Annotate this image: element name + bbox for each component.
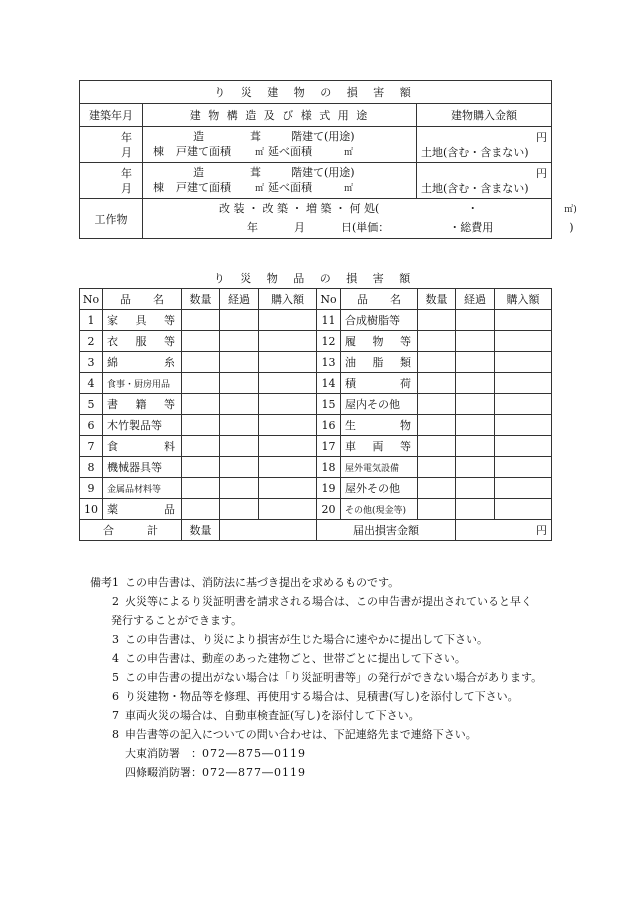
table-row (80, 478, 552, 499)
quantity-input[interactable] (418, 310, 456, 331)
elapsed-input[interactable] (456, 478, 495, 499)
item-name-cell (341, 499, 418, 520)
remark-text: 発行することができます。 (111, 614, 243, 627)
item-name: 食 料 (107, 440, 175, 453)
remark-item (79, 611, 559, 630)
quantity-input[interactable] (418, 394, 456, 415)
item-name-cell (341, 415, 418, 436)
header-structure: 建 物 構 造 及 び 様 式 用 途 (143, 104, 417, 127)
m2-unit: ㎡ (255, 183, 265, 194)
purchase-amount-input[interactable] (259, 415, 317, 436)
building-damage-table (79, 80, 577, 239)
item-name-cell (103, 478, 182, 499)
quantity-input[interactable] (418, 352, 456, 373)
item-name-cell (341, 310, 418, 331)
item-name: 金属品材料等 (107, 484, 162, 495)
purchase-amount-input[interactable] (259, 457, 317, 478)
land-included-label: 土地(含む・含まない) (421, 145, 529, 159)
purchase-amount-input[interactable] (495, 478, 552, 499)
build-date-cell[interactable] (80, 127, 143, 163)
contact-line (79, 744, 559, 763)
fuki-label: 葺 (250, 165, 261, 179)
reported-damage-value[interactable] (456, 520, 552, 541)
header-no: No (80, 289, 103, 310)
header-purchase-amount: 購入額 (259, 289, 317, 310)
item-name: 屋外その他 (345, 482, 400, 495)
header-quantity: 数量 (418, 289, 456, 310)
purchase-amount-input[interactable] (259, 373, 317, 394)
total-floor-area-label: 延べ面積 (268, 180, 313, 194)
table-row (80, 499, 552, 520)
floors-usage-label: 階建て(用途) (291, 129, 355, 143)
reported-damage-label: 届出損害金額 (317, 520, 456, 541)
table-row (80, 436, 552, 457)
table-row (80, 457, 552, 478)
header-quantity: 数量 (182, 289, 220, 310)
goods-damage-table (79, 288, 552, 541)
quantity-input[interactable] (182, 331, 220, 352)
item-name: 屋内その他 (345, 398, 400, 411)
purchase-amount-input[interactable] (259, 331, 317, 352)
remark-number: 5 (112, 671, 119, 684)
total-quantity-value[interactable] (220, 520, 317, 541)
item-no: 4 (80, 373, 103, 394)
elapsed-input[interactable] (456, 499, 495, 520)
remark-number: 備考1 (90, 576, 119, 589)
elapsed-input[interactable] (456, 394, 495, 415)
header-elapsed: 経過 (220, 289, 259, 310)
item-no: 7 (80, 436, 103, 457)
works-unit-price-label: 日(単価： (341, 221, 390, 234)
total-label: 合 計 (80, 520, 182, 541)
purchase-amount-input[interactable] (495, 415, 552, 436)
remark-item (79, 573, 559, 592)
remarks-section (79, 573, 559, 782)
item-no: 11 (317, 310, 341, 331)
purchase-amount-input[interactable] (259, 310, 317, 331)
total-quantity-label: 数量 (182, 520, 220, 541)
purchase-amount-input[interactable] (495, 331, 552, 352)
item-no: 3 (80, 352, 103, 373)
remark-number: 8 (112, 728, 119, 741)
item-name-cell (103, 394, 182, 415)
item-name-cell (103, 499, 182, 520)
item-no: 19 (317, 478, 341, 499)
quantity-input[interactable] (418, 499, 456, 520)
month-label: 月 (121, 181, 132, 195)
m2-unit: ㎡ (255, 147, 265, 158)
item-no: 6 (80, 415, 103, 436)
structure-cell[interactable] (143, 127, 417, 163)
item-no: 20 (317, 499, 341, 520)
purchase-amount-input[interactable] (259, 394, 317, 415)
elapsed-input[interactable] (220, 331, 259, 352)
fire-station-name: 大東消防署 ： (125, 747, 202, 760)
remark-text: り災建物・物品等を修理、再使用する場合は、見積書(写し)を添付して下さい。 (125, 690, 519, 703)
header-no: No (317, 289, 341, 310)
remark-text: 車両火災の場合は、自動車検査証(写し)を添付して下さい。 (125, 709, 420, 722)
remark-item (79, 630, 559, 649)
item-name: 食事・厨房用品 (107, 379, 171, 390)
building-table-title: り 災 建 物 の 損 害 額 (80, 81, 552, 104)
fire-station-name: 四條畷消防署： (125, 766, 202, 779)
build-date-cell[interactable] (80, 163, 143, 199)
item-no: 9 (80, 478, 103, 499)
purchase-price-cell[interactable] (417, 163, 552, 199)
item-no: 12 (317, 331, 341, 352)
item-name-cell (341, 457, 418, 478)
item-no: 16 (317, 415, 341, 436)
header-item-name: 品 名 (341, 289, 418, 310)
year-label: 年 (121, 166, 132, 180)
item-name-cell (341, 394, 418, 415)
item-name: その他(現金等) (345, 505, 407, 516)
remark-number: 6 (112, 690, 119, 703)
detached-area-label: 戸建て面積 (176, 180, 231, 194)
item-name: 書 籍 等 (107, 398, 175, 411)
land-included-label: 土地(含む・含まない) (421, 181, 529, 195)
item-no: 13 (317, 352, 341, 373)
works-cell[interactable] (143, 199, 577, 239)
item-name-cell (103, 415, 182, 436)
item-name: 屋外電気設備 (345, 463, 400, 474)
quantity-input[interactable] (418, 436, 456, 457)
quantity-input[interactable] (182, 394, 220, 415)
item-name: 車 両 等 (345, 440, 411, 453)
quantity-input[interactable] (182, 478, 220, 499)
elapsed-input[interactable] (456, 436, 495, 457)
remark-text: 火災等によるり災証明書を請求される場合は、この申告書が提出されていると早く (125, 595, 532, 608)
contact-line (79, 763, 559, 782)
phone-number: 072―877―0119 (202, 766, 306, 779)
purchase-amount-input[interactable] (495, 394, 552, 415)
remark-item (79, 668, 559, 687)
item-name: 合成樹脂等 (345, 314, 400, 327)
item-name-cell (341, 352, 418, 373)
remark-number: 2 (112, 595, 119, 608)
elapsed-input[interactable] (456, 352, 495, 373)
table-row (80, 394, 552, 415)
header-item-name: 品 名 (103, 289, 182, 310)
elapsed-input[interactable] (456, 331, 495, 352)
purchase-amount-input[interactable] (259, 499, 317, 520)
item-name: 油 脂 類 (345, 356, 411, 369)
remark-text: この申告書は、動産のあった建物ごと、世帯ごとに提出して下さい。 (125, 652, 466, 665)
zou-label: 造 (193, 129, 204, 143)
item-name: 履 物 等 (345, 335, 411, 348)
item-name-cell (103, 373, 182, 394)
elapsed-input[interactable] (220, 436, 259, 457)
item-name: 生 物 (345, 419, 411, 432)
tou-label: 棟 (153, 144, 164, 158)
table-row (80, 415, 552, 436)
month-label: 月 (121, 145, 132, 159)
elapsed-input[interactable] (220, 394, 259, 415)
item-no: 10 (80, 499, 103, 520)
remark-number: 4 (112, 652, 119, 665)
item-no: 14 (317, 373, 341, 394)
item-name: 家 具 等 (107, 314, 175, 327)
item-name-cell (103, 436, 182, 457)
quantity-input[interactable] (418, 331, 456, 352)
yen-label: 円 (536, 166, 547, 180)
purchase-amount-input[interactable] (495, 310, 552, 331)
remark-item (79, 592, 559, 611)
item-name: 衣 服 等 (107, 335, 175, 348)
works-year-label: 年 (247, 221, 258, 234)
elapsed-input[interactable] (220, 352, 259, 373)
quantity-input[interactable] (418, 457, 456, 478)
remark-item (79, 725, 559, 744)
header-build-date: 建築年月 (80, 104, 143, 127)
yen-label: 円 (536, 524, 547, 537)
m2-unit: ㎡ (344, 183, 354, 194)
item-no: 5 (80, 394, 103, 415)
elapsed-input[interactable] (456, 310, 495, 331)
purchase-amount-input[interactable] (259, 478, 317, 499)
purchase-amount-input[interactable] (495, 436, 552, 457)
item-no: 1 (80, 310, 103, 331)
purchase-amount-input[interactable] (495, 457, 552, 478)
elapsed-input[interactable] (456, 415, 495, 436)
quantity-input[interactable] (418, 373, 456, 394)
works-total-cost-label: ・総費用 (449, 221, 494, 234)
zou-label: 造 (193, 165, 204, 179)
table-row (80, 310, 552, 331)
year-label: 年 (121, 130, 132, 144)
remark-item (79, 687, 559, 706)
quantity-input[interactable] (182, 436, 220, 457)
purchase-amount-input[interactable] (495, 352, 552, 373)
table-row (80, 352, 552, 373)
quantity-input[interactable] (418, 415, 456, 436)
phone-number: 072―875―0119 (202, 747, 306, 760)
quantity-input[interactable] (182, 415, 220, 436)
table-row (80, 331, 552, 352)
purchase-price-cell[interactable] (417, 127, 552, 163)
floors-usage-label: 階建て(用途) (291, 165, 355, 179)
elapsed-input[interactable] (220, 310, 259, 331)
item-name-cell (103, 352, 182, 373)
purchase-amount-input[interactable] (495, 373, 552, 394)
purchase-amount-input[interactable] (495, 499, 552, 520)
elapsed-input[interactable] (220, 457, 259, 478)
elapsed-input[interactable] (456, 373, 495, 394)
works-close-paren: ) (569, 221, 574, 234)
elapsed-input[interactable] (456, 457, 495, 478)
m2-unit: ㎡ (344, 147, 354, 158)
header-purchase-amount: 購入額 (495, 289, 552, 310)
item-name-cell (103, 457, 182, 478)
remark-text: この申告書は、消防法に基づき提出を求めるものです。 (125, 576, 400, 589)
fuki-label: 葺 (250, 129, 261, 143)
item-name: 木竹製品等 (107, 419, 162, 432)
item-name-cell (341, 478, 418, 499)
remark-item (79, 706, 559, 725)
item-no: 2 (80, 331, 103, 352)
works-dot: ・ (467, 202, 479, 215)
item-name-cell (341, 331, 418, 352)
works-label: 工作物 (80, 199, 143, 239)
remark-item (79, 649, 559, 668)
elapsed-input[interactable] (220, 478, 259, 499)
purchase-amount-input[interactable] (259, 352, 317, 373)
header-elapsed: 経過 (456, 289, 495, 310)
detached-area-label: 戸建て面積 (176, 144, 231, 158)
item-name-cell (341, 436, 418, 457)
table-row (80, 373, 552, 394)
remark-number: 3 (112, 633, 119, 646)
quantity-input[interactable] (182, 373, 220, 394)
item-no: 17 (317, 436, 341, 457)
remark-text: この申告書の提出がない場合は「り災証明書等」の発行ができない場合があります。 (125, 671, 543, 684)
item-name: 綿 糸 (107, 356, 175, 369)
quantity-input[interactable] (418, 478, 456, 499)
elapsed-input[interactable] (220, 415, 259, 436)
item-name-cell (103, 331, 182, 352)
works-month-label: 月 (294, 221, 305, 234)
item-name: 積 荷 (345, 377, 411, 390)
item-name: 薬 品 (107, 503, 175, 516)
quantity-input[interactable] (182, 310, 220, 331)
item-no: 15 (317, 394, 341, 415)
works-type-label: 改 装 ・ 改 築 ・ 増 築 ・ 何 処( (219, 202, 380, 215)
yen-label: 円 (536, 130, 547, 144)
quantity-input[interactable] (182, 352, 220, 373)
goods-table-title: り 災 物 品 の 損 害 額 (213, 272, 417, 285)
tou-label: 棟 (153, 180, 164, 194)
item-no: 18 (317, 457, 341, 478)
elapsed-input[interactable] (220, 373, 259, 394)
item-name-cell (341, 373, 418, 394)
quantity-input[interactable] (182, 499, 220, 520)
works-m2-close: ㎡) (564, 205, 577, 215)
quantity-input[interactable] (182, 457, 220, 478)
item-name: 機械器具等 (107, 461, 162, 474)
remark-number: 7 (112, 709, 119, 722)
purchase-amount-input[interactable] (259, 436, 317, 457)
item-no: 8 (80, 457, 103, 478)
total-floor-area-label: 延べ面積 (268, 144, 313, 158)
item-name-cell (103, 310, 182, 331)
structure-cell[interactable] (143, 163, 417, 199)
remark-text: この申告書は、り災により損害が生じた場合に速やかに提出して下さい。 (125, 633, 488, 646)
remark-text: 申告書等の記入についての問い合わせは、下記連絡先まで連絡下さい。 (125, 728, 477, 741)
elapsed-input[interactable] (220, 499, 259, 520)
header-purchase-price: 建物購入金額 (417, 104, 552, 127)
